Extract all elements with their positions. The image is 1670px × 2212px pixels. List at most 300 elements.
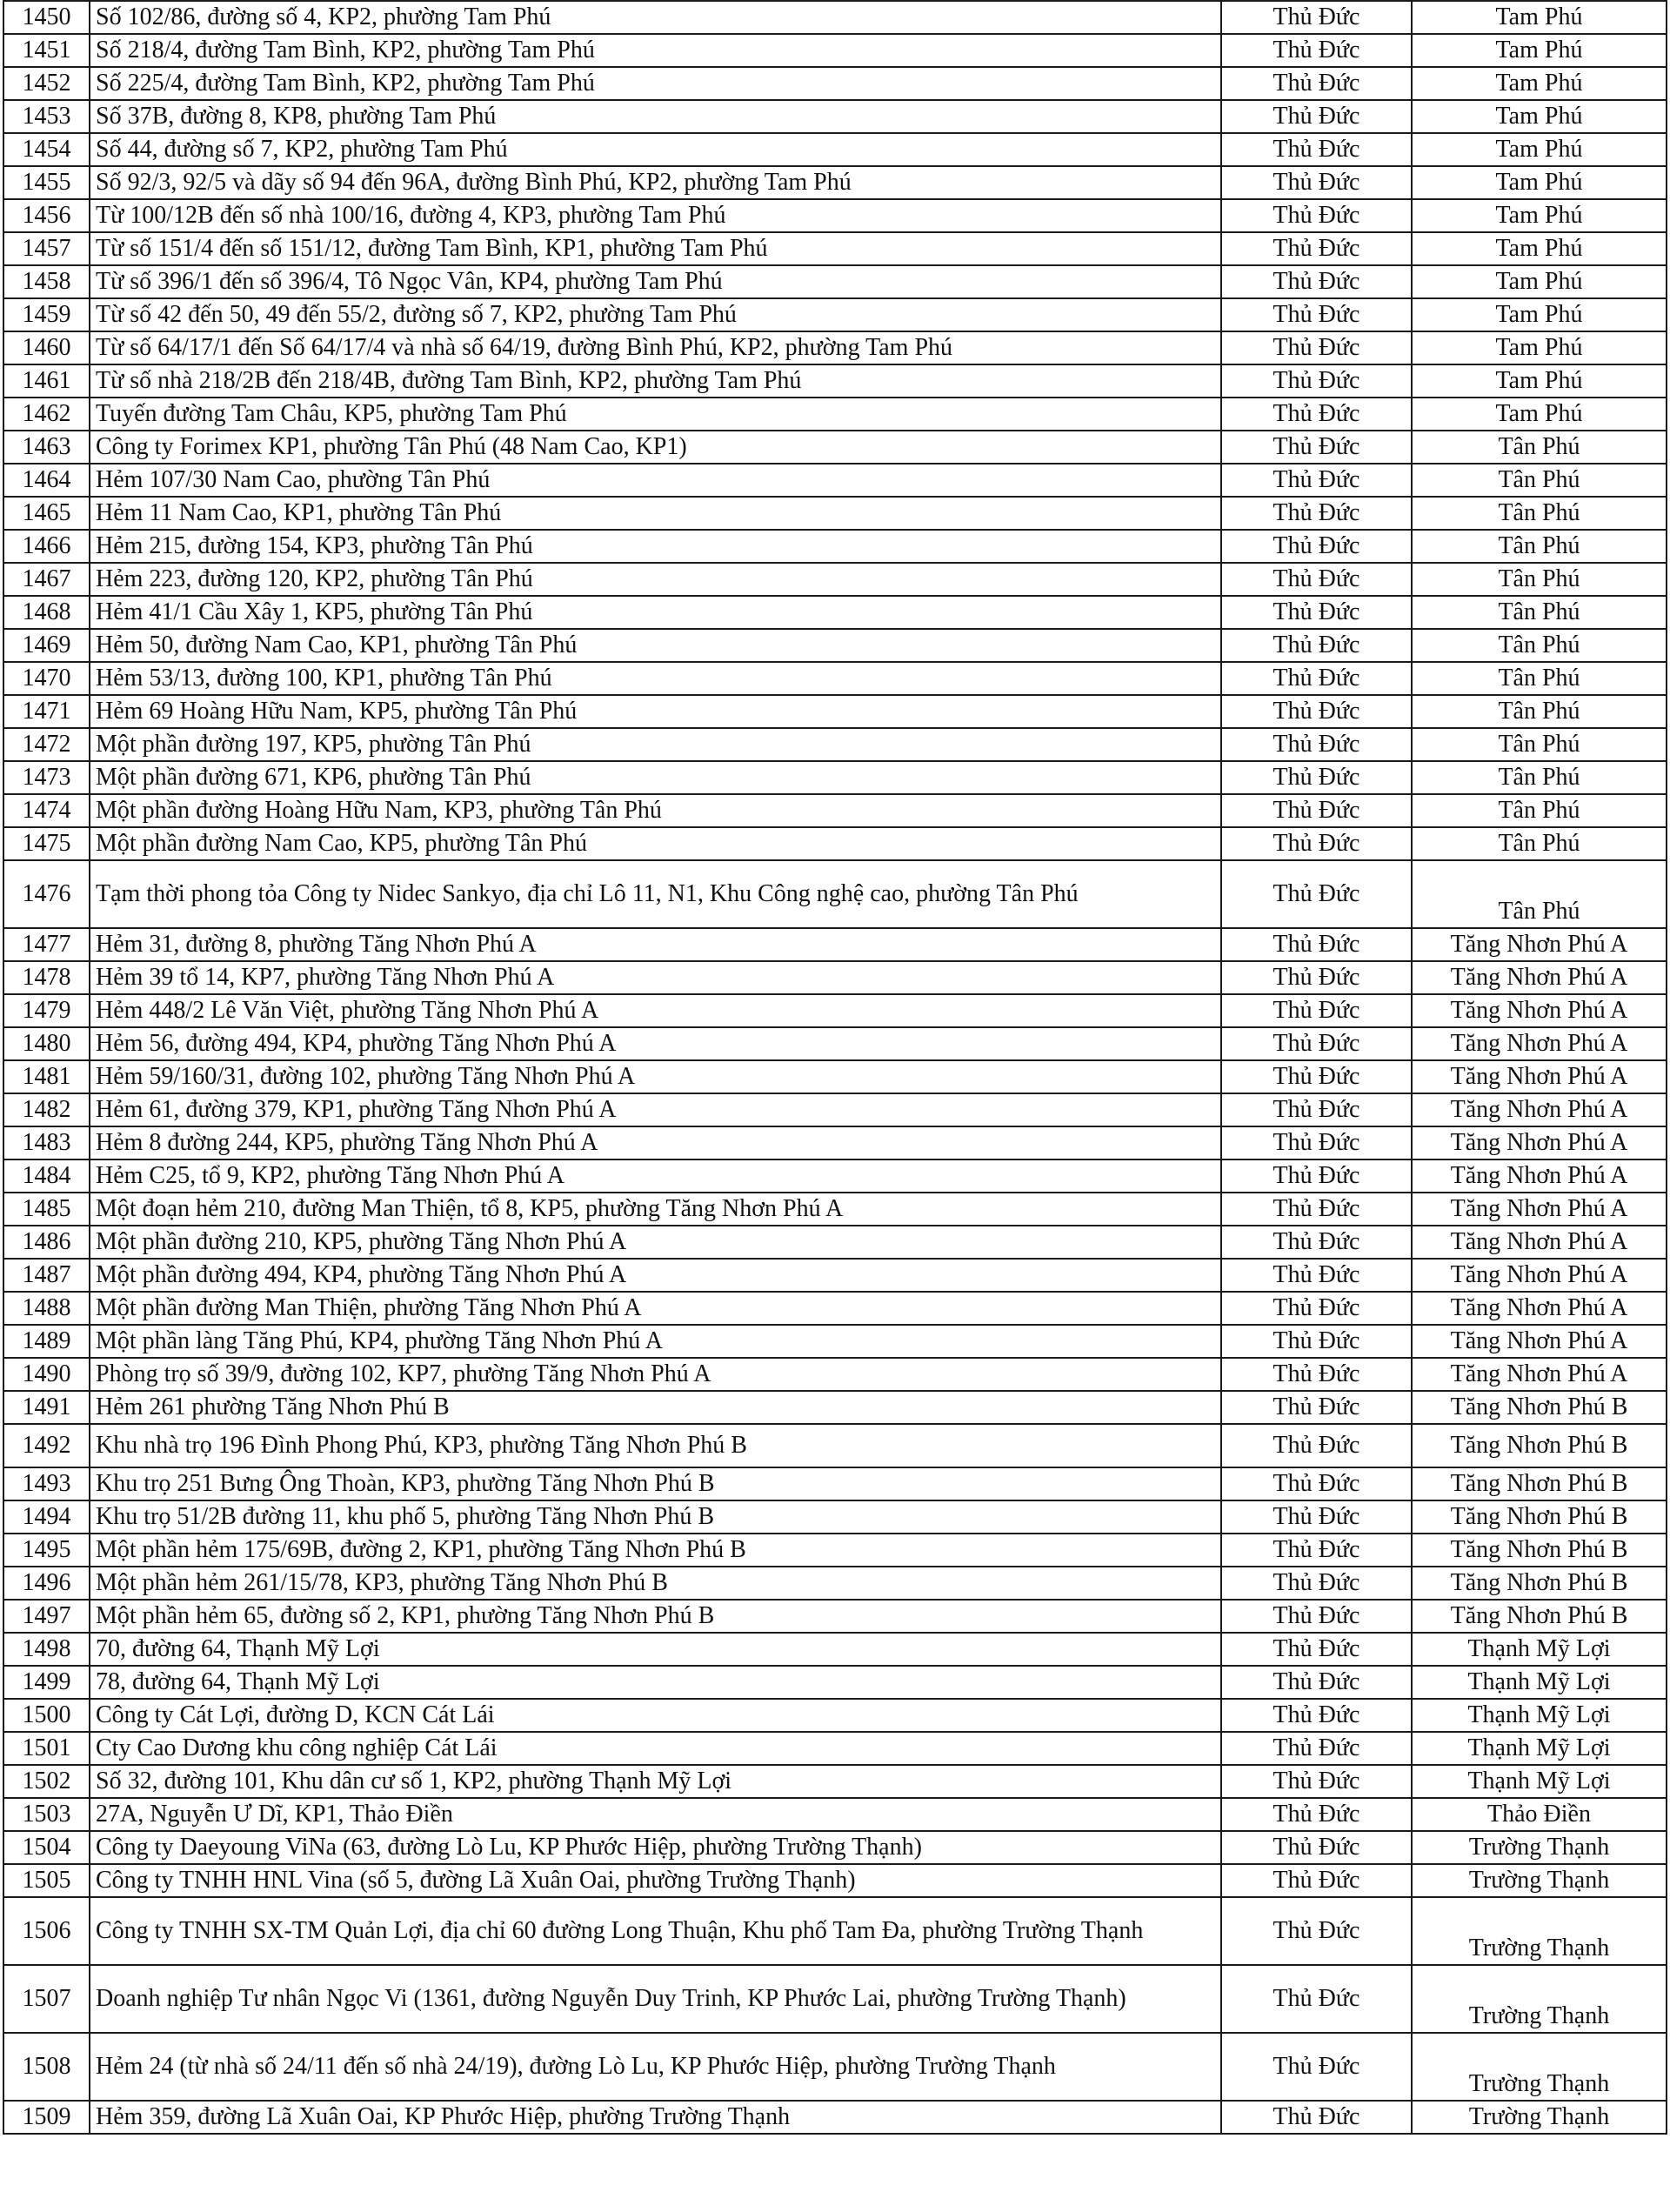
row-number: 1501	[3, 1732, 90, 1765]
row-number: 1487	[3, 1259, 90, 1292]
ward-cell: Thạnh Mỹ Lợi	[1412, 1765, 1667, 1798]
row-number: 1505	[3, 1864, 90, 1897]
ward-cell: Tăng Nhơn Phú B	[1412, 1567, 1667, 1600]
district-cell: Thủ Đức	[1221, 860, 1412, 928]
row-number: 1498	[3, 1633, 90, 1666]
ward-cell: Tam Phú	[1412, 100, 1667, 133]
district-cell: Thủ Đức	[1221, 794, 1412, 827]
table-row	[3, 2101, 1667, 2134]
ward-cell: Thạnh Mỹ Lợi	[1412, 1633, 1667, 1666]
ward-cell: Tăng Nhơn Phú A	[1412, 1292, 1667, 1325]
address-cell: Hẻm 261 phường Tăng Nhơn Phú B	[90, 1391, 1221, 1424]
address-cell: Hẻm 24 (từ nhà số 24/11 đến số nhà 24/19), đường Lò Lu, KP Phước Hiệp, phường Trường Thạnh	[90, 2033, 1221, 2101]
address-cell: Một phần làng Tăng Phú, KP4, phường Tăng Nhơn Phú A	[90, 1325, 1221, 1358]
address-cell: Tạm thời phong tỏa Công ty Nidec Sankyo, địa chỉ Lô 11, N1, Khu Công nghệ cao, phường Tân Phú	[90, 860, 1221, 928]
ward-cell: Tăng Nhơn Phú B	[1412, 1424, 1667, 1467]
table-row	[3, 695, 1667, 728]
address-cell: Khu trọ 251 Bưng Ông Thoàn, KP3, phường Tăng Nhơn Phú B	[90, 1467, 1221, 1500]
row-number: 1453	[3, 100, 90, 133]
row-number: 1469	[3, 629, 90, 662]
address-cell: Một phần hẻm 65, đường số 2, KP1, phường Tăng Nhơn Phú B	[90, 1600, 1221, 1633]
ward-cell: Tam Phú	[1412, 1, 1667, 34]
row-number: 1473	[3, 761, 90, 794]
address-cell: Hẻm 223, đường 120, KP2, phường Tân Phú	[90, 563, 1221, 596]
address-cell: Một đoạn hẻm 210, đường Man Thiện, tổ 8, KP5, phường Tăng Nhơn Phú A	[90, 1193, 1221, 1226]
district-cell: Thủ Đức	[1221, 827, 1412, 860]
table-row	[3, 2033, 1667, 2101]
table-row	[3, 1093, 1667, 1126]
district-cell: Thủ Đức	[1221, 761, 1412, 794]
address-cell: Hẻm 56, đường 494, KP4, phường Tăng Nhơn Phú A	[90, 1027, 1221, 1060]
district-cell: Thủ Đức	[1221, 1259, 1412, 1292]
address-cell: Một phần đường 197, KP5, phường Tân Phú	[90, 728, 1221, 761]
district-cell: Thủ Đức	[1221, 2101, 1412, 2134]
ward-cell: Tam Phú	[1412, 265, 1667, 298]
address-cell: Công ty Cát Lợi, đường D, KCN Cát Lái	[90, 1699, 1221, 1732]
address-cell: Hẻm 59/160/31, đường 102, phường Tăng Nhơn Phú A	[90, 1060, 1221, 1093]
address-cell: Hẻm 53/13, đường 100, KP1, phường Tân Phú	[90, 662, 1221, 695]
row-number: 1466	[3, 530, 90, 563]
ward-cell: Thạnh Mỹ Lợi	[1412, 1699, 1667, 1732]
address-cell: Một phần hẻm 175/69B, đường 2, KP1, phường Tăng Nhơn Phú B	[90, 1534, 1221, 1567]
address-cell: Khu nhà trọ 196 Đình Phong Phú, KP3, phường Tăng Nhơn Phú B	[90, 1424, 1221, 1467]
table-row	[3, 1567, 1667, 1600]
row-number: 1493	[3, 1467, 90, 1500]
ward-cell: Tăng Nhơn Phú A	[1412, 961, 1667, 994]
address-cell: Khu trọ 51/2B đường 11, khu phố 5, phường Tăng Nhơn Phú B	[90, 1500, 1221, 1534]
ward-cell: Tăng Nhơn Phú B	[1412, 1391, 1667, 1424]
district-cell: Thủ Đức	[1221, 232, 1412, 265]
table-row	[3, 497, 1667, 530]
district-cell: Thủ Đức	[1221, 199, 1412, 232]
ward-cell: Tam Phú	[1412, 298, 1667, 331]
row-number: 1452	[3, 67, 90, 100]
district-cell: Thủ Đức	[1221, 133, 1412, 166]
ward-cell: Tam Phú	[1412, 199, 1667, 232]
row-number: 1494	[3, 1500, 90, 1534]
ward-cell: Tân Phú	[1412, 629, 1667, 662]
table-row	[3, 1226, 1667, 1259]
address-cell: Hẻm 107/30 Nam Cao, phường Tân Phú	[90, 464, 1221, 497]
row-number: 1499	[3, 1666, 90, 1699]
ward-cell: Thạnh Mỹ Lợi	[1412, 1732, 1667, 1765]
table-row	[3, 1965, 1667, 2033]
ward-cell: Trường Thạnh	[1412, 2033, 1667, 2101]
address-cell: Từ 100/12B đến số nhà 100/16, đường 4, KP3, phường Tam Phú	[90, 199, 1221, 232]
table-row	[3, 794, 1667, 827]
district-cell: Thủ Đức	[1221, 1060, 1412, 1093]
row-number: 1476	[3, 860, 90, 928]
row-number: 1456	[3, 199, 90, 232]
ward-cell: Thạnh Mỹ Lợi	[1412, 1666, 1667, 1699]
ward-cell: Tân Phú	[1412, 860, 1667, 928]
address-cell: Hẻm 69 Hoàng Hữu Nam, KP5, phường Tân Phú	[90, 695, 1221, 728]
address-cell: Công ty TNHH HNL Vina (số 5, đường Lã Xuân Oai, phường Trường Thạnh)	[90, 1864, 1221, 1897]
ward-cell: Tam Phú	[1412, 166, 1667, 199]
district-cell: Thủ Đức	[1221, 1126, 1412, 1159]
table-row	[3, 596, 1667, 629]
ward-cell: Tam Phú	[1412, 232, 1667, 265]
district-cell: Thủ Đức	[1221, 1027, 1412, 1060]
ward-cell: Tân Phú	[1412, 431, 1667, 464]
row-number: 1468	[3, 596, 90, 629]
address-cell: Số 102/86, đường số 4, KP2, phường Tam Phú	[90, 1, 1221, 34]
table-row	[3, 67, 1667, 100]
table-row	[3, 1699, 1667, 1732]
address-cell: Hẻm C25, tổ 9, KP2, phường Tăng Nhơn Phú A	[90, 1159, 1221, 1193]
district-cell: Thủ Đức	[1221, 1897, 1412, 1965]
address-cell: Một phần hẻm 261/15/78, KP3, phường Tăng Nhơn Phú B	[90, 1567, 1221, 1600]
district-cell: Thủ Đức	[1221, 1467, 1412, 1500]
table-row	[3, 199, 1667, 232]
ward-cell: Tăng Nhơn Phú A	[1412, 1093, 1667, 1126]
table-row	[3, 563, 1667, 596]
table-row	[3, 629, 1667, 662]
district-cell: Thủ Đức	[1221, 1765, 1412, 1798]
table-row	[3, 34, 1667, 67]
row-number: 1450	[3, 1, 90, 34]
row-number: 1467	[3, 563, 90, 596]
district-cell: Thủ Đức	[1221, 1226, 1412, 1259]
table-row	[3, 1500, 1667, 1534]
district-cell: Thủ Đức	[1221, 34, 1412, 67]
address-cell: Hẻm 39 tổ 14, KP7, phường Tăng Nhơn Phú A	[90, 961, 1221, 994]
table-row	[3, 1864, 1667, 1897]
table-row	[3, 530, 1667, 563]
table-row	[3, 761, 1667, 794]
district-cell: Thủ Đức	[1221, 464, 1412, 497]
district-cell: Thủ Đức	[1221, 1633, 1412, 1666]
row-number: 1507	[3, 1965, 90, 2033]
row-number: 1459	[3, 298, 90, 331]
district-cell: Thủ Đức	[1221, 1965, 1412, 2033]
ward-cell: Tăng Nhơn Phú A	[1412, 1226, 1667, 1259]
ward-cell: Trường Thạnh	[1412, 1897, 1667, 1965]
row-number: 1454	[3, 133, 90, 166]
table-row	[3, 1897, 1667, 1965]
ward-cell: Tăng Nhơn Phú A	[1412, 1159, 1667, 1193]
table-row	[3, 1193, 1667, 1226]
row-number: 1470	[3, 662, 90, 695]
district-cell: Thủ Đức	[1221, 695, 1412, 728]
district-cell: Thủ Đức	[1221, 1666, 1412, 1699]
address-cell: Từ số 42 đến 50, 49 đến 55/2, đường số 7, KP2, phường Tam Phú	[90, 298, 1221, 331]
ward-cell: Tân Phú	[1412, 827, 1667, 860]
table-row	[3, 1831, 1667, 1864]
table-row	[3, 1391, 1667, 1424]
ward-cell: Tân Phú	[1412, 761, 1667, 794]
address-cell: Công ty Daeyoung ViNa (63, đường Lò Lu, KP Phước Hiệp, phường Trường Thạnh)	[90, 1831, 1221, 1864]
ward-cell: Tăng Nhơn Phú A	[1412, 994, 1667, 1027]
address-cell: Hẻm 61, đường 379, KP1, phường Tăng Nhơn Phú A	[90, 1093, 1221, 1126]
district-cell: Thủ Đức	[1221, 1600, 1412, 1633]
district-cell: Thủ Đức	[1221, 431, 1412, 464]
row-number: 1475	[3, 827, 90, 860]
row-number: 1479	[3, 994, 90, 1027]
table-row	[3, 1325, 1667, 1358]
district-cell: Thủ Đức	[1221, 662, 1412, 695]
address-cell: Số 225/4, đường Tam Bình, KP2, phường Tam Phú	[90, 67, 1221, 100]
table-row	[3, 398, 1667, 431]
table-row	[3, 464, 1667, 497]
ward-cell: Tăng Nhơn Phú B	[1412, 1467, 1667, 1500]
table-row	[3, 1798, 1667, 1831]
table-row	[3, 1765, 1667, 1798]
ward-cell: Tân Phú	[1412, 530, 1667, 563]
address-cell: 27A, Nguyễn Ư Dĩ, KP1, Thảo Điền	[90, 1798, 1221, 1831]
row-number: 1472	[3, 728, 90, 761]
district-cell: Thủ Đức	[1221, 364, 1412, 398]
district-cell: Thủ Đức	[1221, 1864, 1412, 1897]
district-cell: Thủ Đức	[1221, 298, 1412, 331]
ward-cell: Tân Phú	[1412, 563, 1667, 596]
district-cell: Thủ Đức	[1221, 265, 1412, 298]
address-cell: Từ số nhà 218/2B đến 218/4B, đường Tam Bình, KP2, phường Tam Phú	[90, 364, 1221, 398]
row-number: 1455	[3, 166, 90, 199]
row-number: 1458	[3, 265, 90, 298]
district-cell: Thủ Đức	[1221, 1699, 1412, 1732]
district-cell: Thủ Đức	[1221, 1159, 1412, 1193]
table-row	[3, 961, 1667, 994]
address-cell: Số 37B, đường 8, KP8, phường Tam Phú	[90, 100, 1221, 133]
address-cell: Từ số 64/17/1 đến Số 64/17/4 và nhà số 64/19, đường Bình Phú, KP2, phường Tam Phú	[90, 331, 1221, 364]
table-row	[3, 166, 1667, 199]
district-cell: Thủ Đức	[1221, 928, 1412, 961]
district-cell: Thủ Đức	[1221, 1831, 1412, 1864]
ward-cell: Trường Thạnh	[1412, 2101, 1667, 2134]
row-number: 1483	[3, 1126, 90, 1159]
district-cell: Thủ Đức	[1221, 629, 1412, 662]
row-number: 1497	[3, 1600, 90, 1633]
address-cell: Hẻm 8 đường 244, KP5, phường Tăng Nhơn Phú A	[90, 1126, 1221, 1159]
ward-cell: Tăng Nhơn Phú A	[1412, 1259, 1667, 1292]
ward-cell: Trường Thạnh	[1412, 1864, 1667, 1897]
district-cell: Thủ Đức	[1221, 530, 1412, 563]
district-cell: Thủ Đức	[1221, 1093, 1412, 1126]
table-row	[3, 1027, 1667, 1060]
address-cell: Hẻm 359, đường Lã Xuân Oai, KP Phước Hiệp, phường Trường Thạnh	[90, 2101, 1221, 2134]
district-cell: Thủ Đức	[1221, 961, 1412, 994]
row-number: 1491	[3, 1391, 90, 1424]
row-number: 1482	[3, 1093, 90, 1126]
table-row	[3, 1600, 1667, 1633]
row-number: 1500	[3, 1699, 90, 1732]
table-row	[3, 1159, 1667, 1193]
ward-cell: Tam Phú	[1412, 133, 1667, 166]
district-cell: Thủ Đức	[1221, 166, 1412, 199]
row-number: 1495	[3, 1534, 90, 1567]
ward-cell: Tân Phú	[1412, 794, 1667, 827]
table-row	[3, 860, 1667, 928]
district-cell: Thủ Đức	[1221, 596, 1412, 629]
district-cell: Thủ Đức	[1221, 1500, 1412, 1534]
row-number: 1481	[3, 1060, 90, 1093]
row-number: 1478	[3, 961, 90, 994]
row-number: 1488	[3, 1292, 90, 1325]
district-cell: Thủ Đức	[1221, 2033, 1412, 2101]
row-number: 1484	[3, 1159, 90, 1193]
ward-cell: Tân Phú	[1412, 596, 1667, 629]
address-cell: Số 218/4, đường Tam Bình, KP2, phường Tam Phú	[90, 34, 1221, 67]
district-cell: Thủ Đức	[1221, 1567, 1412, 1600]
table-row	[3, 827, 1667, 860]
address-cell: Một phần đường Man Thiện, phường Tăng Nhơn Phú A	[90, 1292, 1221, 1325]
row-number: 1464	[3, 464, 90, 497]
row-number: 1471	[3, 695, 90, 728]
table-row	[3, 298, 1667, 331]
ward-cell: Tam Phú	[1412, 34, 1667, 67]
address-cell: Hẻm 11 Nam Cao, KP1, phường Tân Phú	[90, 497, 1221, 530]
row-number: 1490	[3, 1358, 90, 1391]
ward-cell: Tam Phú	[1412, 364, 1667, 398]
table-row	[3, 1292, 1667, 1325]
table-row	[3, 431, 1667, 464]
district-cell: Thủ Đức	[1221, 1193, 1412, 1226]
ward-cell: Tăng Nhơn Phú B	[1412, 1500, 1667, 1534]
ward-cell: Thảo Điền	[1412, 1798, 1667, 1831]
ward-cell: Tăng Nhơn Phú A	[1412, 928, 1667, 961]
district-cell: Thủ Đức	[1221, 398, 1412, 431]
district-cell: Thủ Đức	[1221, 1391, 1412, 1424]
district-cell: Thủ Đức	[1221, 563, 1412, 596]
address-cell: Công ty TNHH SX-TM Quản Lợi, địa chỉ 60 đường Long Thuận, Khu phố Tam Đa, phường Trường Thạnh	[90, 1897, 1221, 1965]
row-number: 1474	[3, 794, 90, 827]
ward-cell: Tam Phú	[1412, 398, 1667, 431]
table-row	[3, 1358, 1667, 1391]
table-row	[3, 1126, 1667, 1159]
district-cell: Thủ Đức	[1221, 994, 1412, 1027]
table-row	[3, 994, 1667, 1027]
row-number: 1462	[3, 398, 90, 431]
district-cell: Thủ Đức	[1221, 1358, 1412, 1391]
address-cell: Một phần đường Nam Cao, KP5, phường Tân Phú	[90, 827, 1221, 860]
row-number: 1477	[3, 928, 90, 961]
table-row	[3, 1534, 1667, 1567]
address-cell: Từ số 151/4 đến số 151/12, đường Tam Bình, KP1, phường Tam Phú	[90, 232, 1221, 265]
address-cell: Hẻm 41/1 Cầu Xây 1, KP5, phường Tân Phú	[90, 596, 1221, 629]
table-row	[3, 1060, 1667, 1093]
district-cell: Thủ Đức	[1221, 1292, 1412, 1325]
table-row	[3, 1666, 1667, 1699]
table-row	[3, 364, 1667, 398]
ward-cell: Tăng Nhơn Phú A	[1412, 1325, 1667, 1358]
row-number: 1509	[3, 2101, 90, 2134]
row-number: 1465	[3, 497, 90, 530]
address-cell: Doanh nghiệp Tư nhân Ngọc Vi (1361, đường Nguyễn Duy Trinh, KP Phước Lai, phường Trường Thạnh)	[90, 1965, 1221, 2033]
address-cell: Tuyến đường Tam Châu, KP5, phường Tam Phú	[90, 398, 1221, 431]
district-cell: Thủ Đức	[1221, 1424, 1412, 1467]
address-cell: Một phần đường 210, KP5, phường Tăng Nhơn Phú A	[90, 1226, 1221, 1259]
district-cell: Thủ Đức	[1221, 1798, 1412, 1831]
row-number: 1451	[3, 34, 90, 67]
table-row	[3, 1, 1667, 34]
ward-cell: Tân Phú	[1412, 728, 1667, 761]
ward-cell: Tân Phú	[1412, 662, 1667, 695]
row-number: 1485	[3, 1193, 90, 1226]
address-cell: Hẻm 31, đường 8, phường Tăng Nhơn Phú A	[90, 928, 1221, 961]
row-number: 1504	[3, 1831, 90, 1864]
row-number: 1502	[3, 1765, 90, 1798]
table-row	[3, 728, 1667, 761]
ward-cell: Tăng Nhơn Phú B	[1412, 1600, 1667, 1633]
address-cell: Hẻm 448/2 Lê Văn Việt, phường Tăng Nhơn Phú A	[90, 994, 1221, 1027]
address-cell: Hẻm 215, đường 154, KP3, phường Tân Phú	[90, 530, 1221, 563]
district-cell: Thủ Đức	[1221, 728, 1412, 761]
location-table	[3, 0, 1667, 2135]
district-cell: Thủ Đức	[1221, 67, 1412, 100]
ward-cell: Tăng Nhơn Phú A	[1412, 1060, 1667, 1093]
address-cell: Số 92/3, 92/5 và dãy số 94 đến 96A, đường Bình Phú, KP2, phường Tam Phú	[90, 166, 1221, 199]
ward-cell: Tam Phú	[1412, 331, 1667, 364]
row-number: 1506	[3, 1897, 90, 1965]
row-number: 1457	[3, 232, 90, 265]
table-body	[3, 1, 1667, 2134]
row-number: 1480	[3, 1027, 90, 1060]
ward-cell: Tân Phú	[1412, 695, 1667, 728]
table-row	[3, 662, 1667, 695]
district-cell: Thủ Đức	[1221, 1732, 1412, 1765]
row-number: 1496	[3, 1567, 90, 1600]
table-row	[3, 1424, 1667, 1467]
ward-cell: Tăng Nhơn Phú B	[1412, 1534, 1667, 1567]
address-cell: Một phần đường 671, KP6, phường Tân Phú	[90, 761, 1221, 794]
address-cell: 70, đường 64, Thạnh Mỹ Lợi	[90, 1633, 1221, 1666]
district-cell: Thủ Đức	[1221, 497, 1412, 530]
address-cell: Số 44, đường số 7, KP2, phường Tam Phú	[90, 133, 1221, 166]
ward-cell: Tăng Nhơn Phú A	[1412, 1126, 1667, 1159]
ward-cell: Tân Phú	[1412, 497, 1667, 530]
row-number: 1463	[3, 431, 90, 464]
address-cell: Cty Cao Dương khu công nghiệp Cát Lái	[90, 1732, 1221, 1765]
district-cell: Thủ Đức	[1221, 1325, 1412, 1358]
row-number: 1461	[3, 364, 90, 398]
table-row	[3, 232, 1667, 265]
address-cell: Một phần đường Hoàng Hữu Nam, KP3, phường Tân Phú	[90, 794, 1221, 827]
address-cell: 78, đường 64, Thạnh Mỹ Lợi	[90, 1666, 1221, 1699]
address-cell: Phòng trọ số 39/9, đường 102, KP7, phường Tăng Nhơn Phú A	[90, 1358, 1221, 1391]
ward-cell: Tam Phú	[1412, 67, 1667, 100]
address-cell: Số 32, đường 101, Khu dân cư số 1, KP2, phường Thạnh Mỹ Lợi	[90, 1765, 1221, 1798]
ward-cell: Tăng Nhơn Phú A	[1412, 1027, 1667, 1060]
table-row	[3, 100, 1667, 133]
address-cell: Hẻm 50, đường Nam Cao, KP1, phường Tân Phú	[90, 629, 1221, 662]
table-row	[3, 928, 1667, 961]
table-row	[3, 1467, 1667, 1500]
row-number: 1503	[3, 1798, 90, 1831]
ward-cell: Tân Phú	[1412, 464, 1667, 497]
table-row	[3, 133, 1667, 166]
district-cell: Thủ Đức	[1221, 100, 1412, 133]
row-number: 1460	[3, 331, 90, 364]
address-cell: Công ty Forimex KP1, phường Tân Phú (48 Nam Cao, KP1)	[90, 431, 1221, 464]
row-number: 1492	[3, 1424, 90, 1467]
district-cell: Thủ Đức	[1221, 1534, 1412, 1567]
table-row	[3, 1633, 1667, 1666]
row-number: 1486	[3, 1226, 90, 1259]
address-cell: Một phần đường 494, KP4, phường Tăng Nhơn Phú A	[90, 1259, 1221, 1292]
address-cell: Từ số 396/1 đến số 396/4, Tô Ngọc Vân, KP4, phường Tam Phú	[90, 265, 1221, 298]
table-row	[3, 331, 1667, 364]
table-row	[3, 1259, 1667, 1292]
table-row	[3, 1732, 1667, 1765]
table-row	[3, 265, 1667, 298]
ward-cell: Tăng Nhơn Phú A	[1412, 1358, 1667, 1391]
row-number: 1508	[3, 2033, 90, 2101]
district-cell: Thủ Đức	[1221, 331, 1412, 364]
row-number: 1489	[3, 1325, 90, 1358]
ward-cell: Trường Thạnh	[1412, 1965, 1667, 2033]
ward-cell: Trường Thạnh	[1412, 1831, 1667, 1864]
